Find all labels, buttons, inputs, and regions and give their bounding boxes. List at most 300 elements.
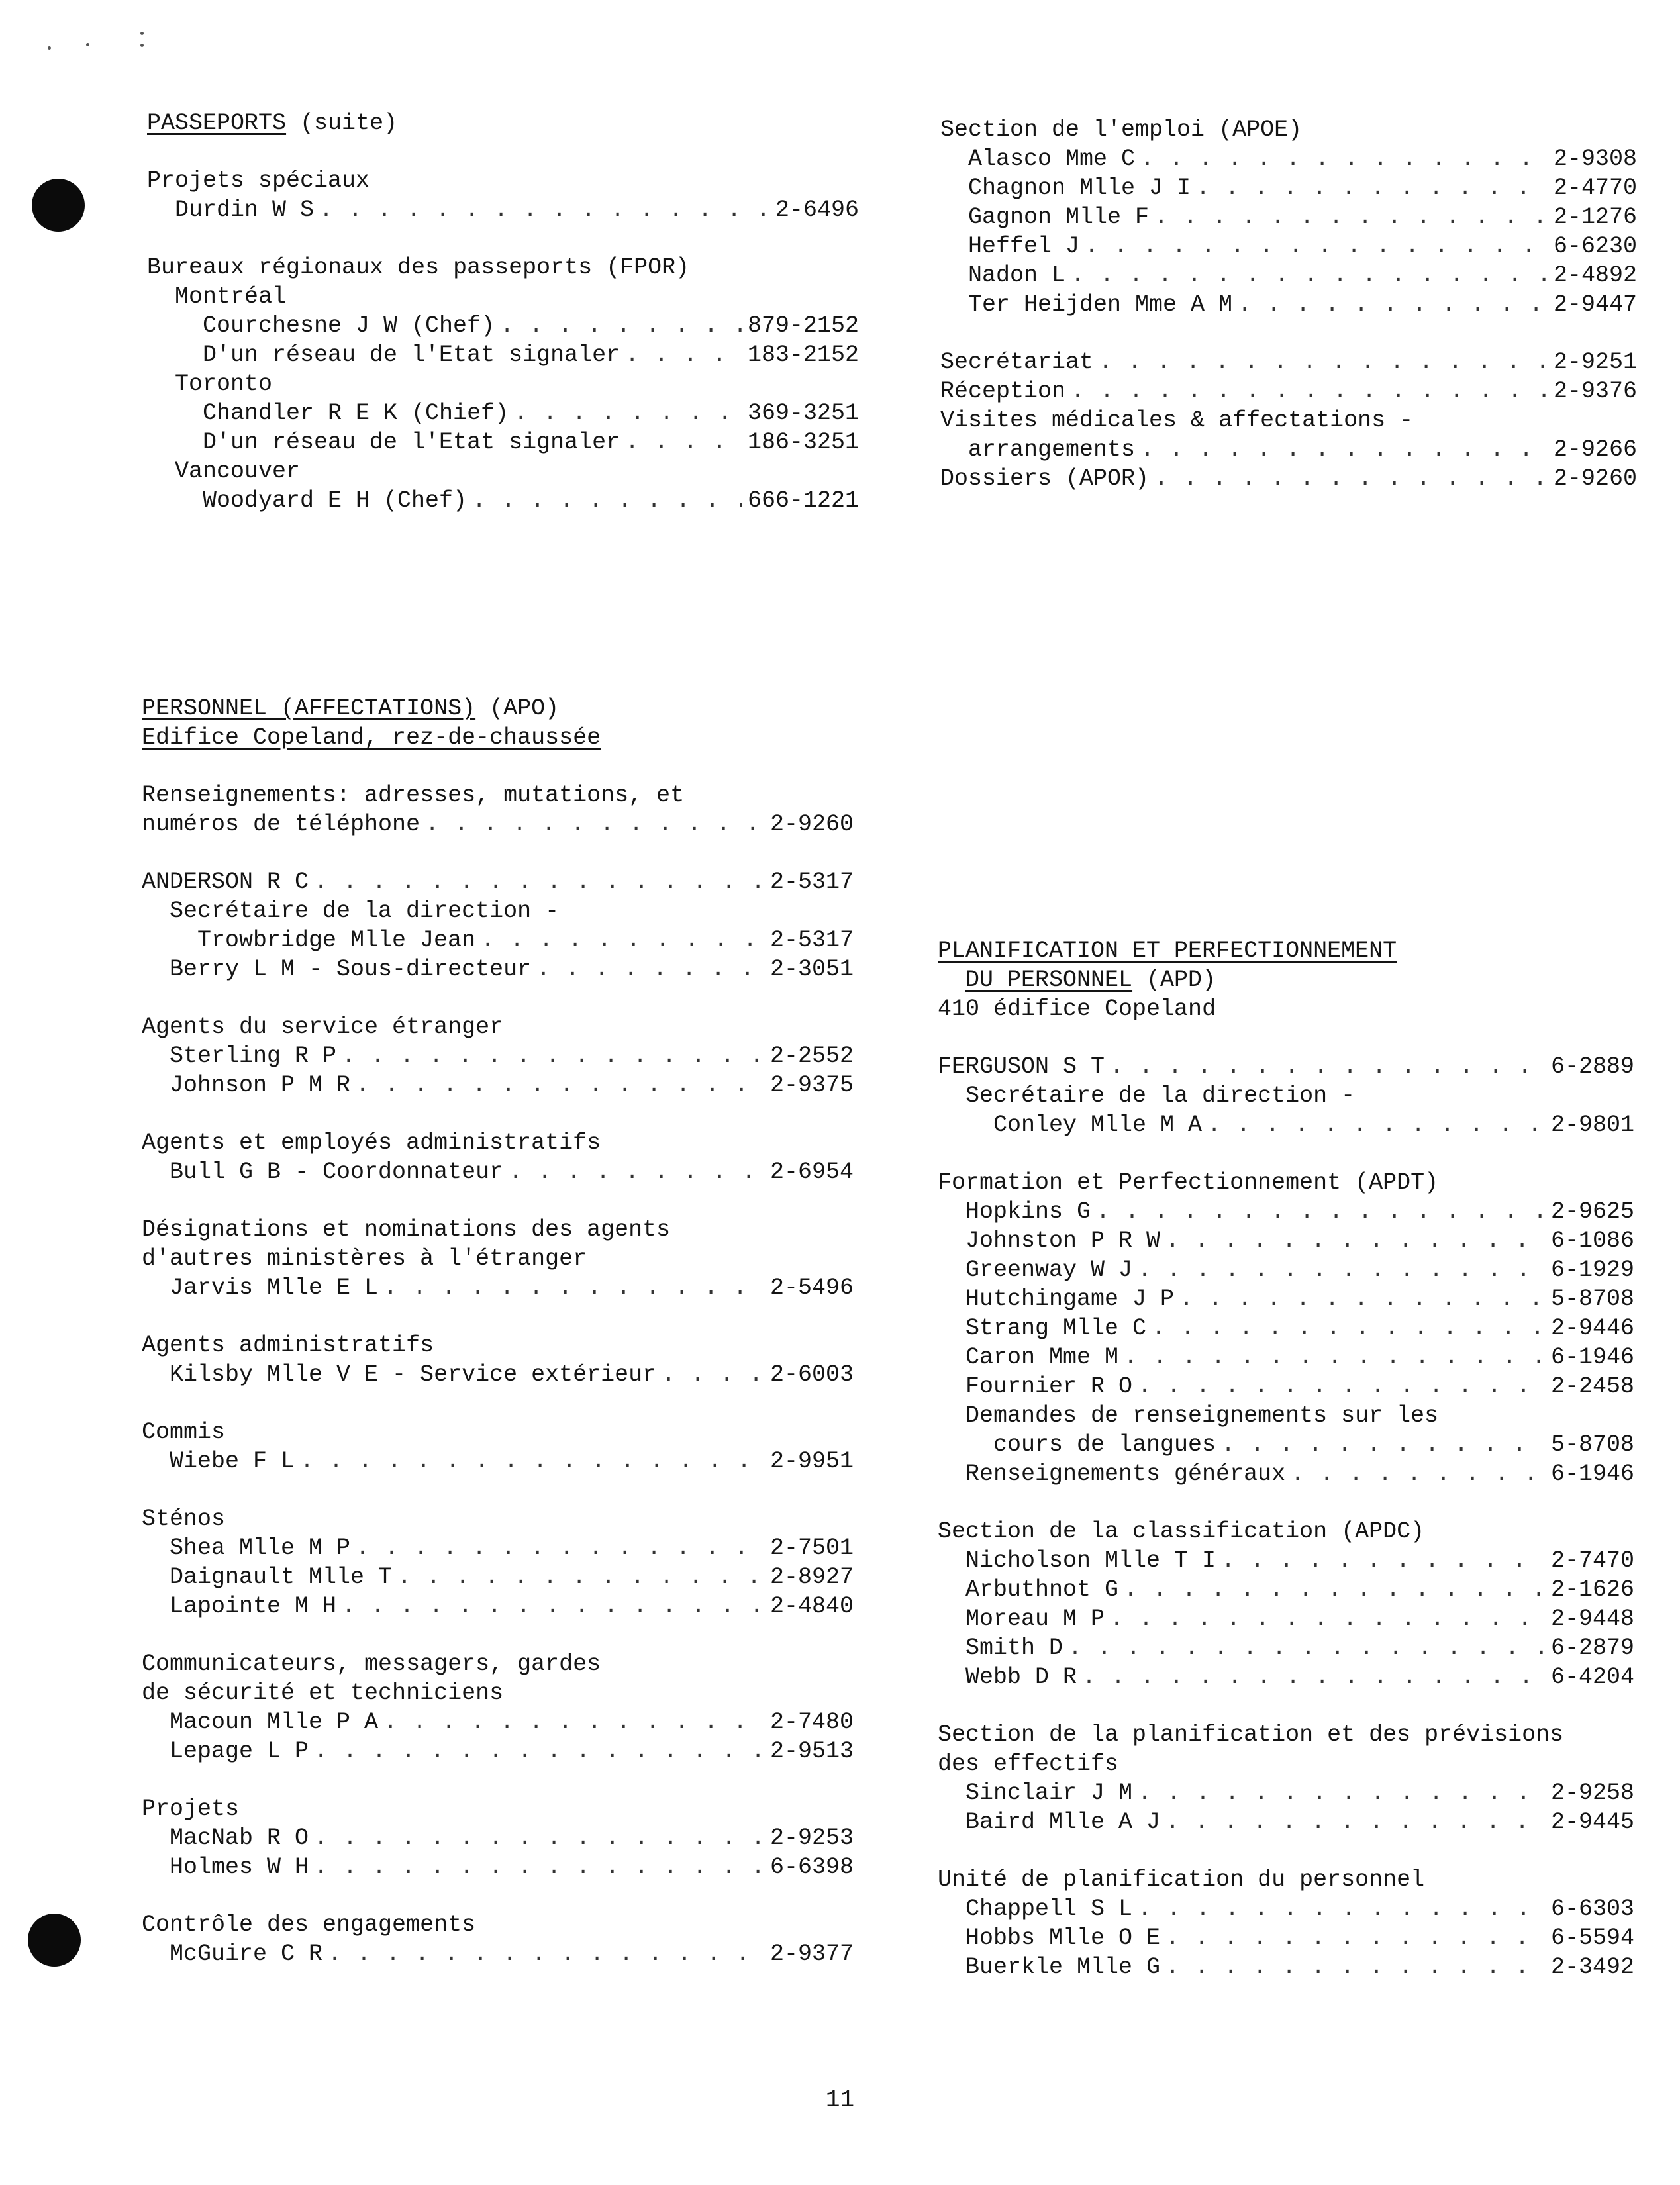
- entry-name: Wiebe F L: [170, 1448, 295, 1475]
- phone-number: 2-6496: [775, 197, 859, 223]
- directory-entry: [142, 1708, 854, 1737]
- entry-name: Chandler R E K (Chief): [203, 400, 509, 426]
- leader-dots: [1110, 1604, 1546, 1633]
- category-label-text: Agents administratifs: [142, 1332, 434, 1359]
- phone-number: 2-7501: [769, 1535, 854, 1561]
- directory-entry: [142, 1157, 854, 1187]
- directory-entry: [142, 1071, 854, 1100]
- directory-entry: [142, 1533, 854, 1563]
- directory-entry: [142, 810, 854, 839]
- phone-number: 2-9513: [769, 1738, 854, 1765]
- leader-dots: [1152, 1314, 1546, 1343]
- category-label: [142, 1910, 854, 1939]
- entry-name: Conley Mlle M A: [993, 1112, 1203, 1138]
- category-label: [938, 1749, 1634, 1778]
- entry-name: Alasco Mme C: [968, 146, 1136, 172]
- phone-number: 2-7480: [769, 1709, 854, 1735]
- phone-number: 6-6303: [1550, 1896, 1634, 1922]
- entry-name: Bull G B - Coordonnateur: [170, 1159, 504, 1185]
- directory-entry: [938, 1314, 1634, 1343]
- category-label-text: Agents et employés administratifs: [142, 1130, 601, 1156]
- directory-entry: [147, 486, 859, 515]
- entry-name: cours de langues: [993, 1432, 1216, 1458]
- personnel-affectations-section: [142, 694, 854, 1968]
- category-label-text: Projets spéciaux: [147, 168, 370, 194]
- category-label-text: Contrôle des engagements: [142, 1912, 476, 1938]
- directory-entry: [142, 1939, 854, 1968]
- phone-number: 5-8708: [1550, 1432, 1634, 1458]
- phone-number: 2-9625: [1550, 1198, 1634, 1225]
- leader-dots: [1099, 348, 1548, 377]
- directory-entry: [142, 1042, 854, 1071]
- entry-name: Heffel J: [968, 233, 1080, 260]
- entry-name: Daignault Mlle T: [170, 1564, 393, 1590]
- entry-name: Johnson P M R: [170, 1072, 351, 1098]
- category-label: [142, 1678, 854, 1708]
- category-label: [938, 1081, 1634, 1110]
- directory-entry: [940, 377, 1637, 406]
- directory-entry: [940, 232, 1637, 261]
- category-label-text: Visites médicales & affectations -: [940, 407, 1414, 434]
- directory-entry: [147, 399, 859, 428]
- entry-name: Dossiers (APOR): [940, 465, 1150, 492]
- leader-dots: [514, 399, 742, 428]
- phone-number: 183-2152: [747, 342, 859, 368]
- entry-name: ANDERSON R C: [142, 869, 309, 895]
- category-label-text: d'autres ministères à l'étranger: [142, 1245, 587, 1272]
- leader-dots: [1154, 464, 1548, 493]
- phone-number: 2-9266: [1553, 436, 1637, 463]
- phone-number: 2-9377: [769, 1941, 854, 1967]
- entry-name: Sinclair J M: [965, 1780, 1133, 1806]
- entry-name: Lapointe M H: [170, 1593, 337, 1620]
- entry-name: Réception: [940, 378, 1066, 405]
- phone-number: 2-2458: [1550, 1373, 1634, 1400]
- entry-name: Smith D: [965, 1635, 1063, 1661]
- phone-number: 5-8708: [1550, 1286, 1634, 1312]
- directory-entry: [142, 1823, 854, 1853]
- category-label-text: Edifice Copeland, rez-de-chaussée: [142, 724, 601, 751]
- leader-dots: [1221, 1546, 1546, 1575]
- section-title-suffix: (APO): [475, 695, 560, 722]
- category-label-text: Secrétaire de la direction -: [965, 1083, 1356, 1109]
- leader-dots: [1140, 144, 1548, 173]
- phone-number: 6-1929: [1550, 1257, 1634, 1283]
- spacer: [142, 1882, 854, 1910]
- directory-entry: [147, 428, 859, 457]
- punch-hole-bottom: [28, 1914, 81, 1966]
- entry-name: Jarvis Mlle E L: [170, 1275, 379, 1301]
- directory-entry: [940, 435, 1637, 464]
- entry-name: Shea Mlle M P: [170, 1535, 351, 1561]
- planification-perfectionnement-section: [938, 936, 1634, 1982]
- phone-number: 2-9375: [769, 1072, 854, 1098]
- category-label: [142, 1794, 854, 1823]
- entry-name: McGuire C R: [170, 1941, 323, 1967]
- entry-name: Renseignements généraux: [965, 1461, 1286, 1487]
- leader-dots: [662, 1360, 765, 1389]
- scan-speck: [140, 32, 144, 35]
- entry-name: Fournier R O: [965, 1373, 1133, 1400]
- leader-dots: [314, 1853, 765, 1882]
- leader-dots: [536, 955, 765, 984]
- category-label-text: Vancouver: [175, 458, 301, 485]
- directory-entry: [142, 1592, 854, 1621]
- directory-entry: [938, 1633, 1634, 1663]
- spacer: [142, 1389, 854, 1418]
- phone-number: 2-3492: [1550, 1954, 1634, 1980]
- directory-entry: [940, 464, 1637, 493]
- directory-entry: [142, 926, 854, 955]
- leader-dots: [1207, 1110, 1546, 1140]
- scan-speck: [140, 44, 144, 47]
- leader-dots: [397, 1563, 765, 1592]
- entry-name: Lepage L P: [170, 1738, 309, 1765]
- section-title: [142, 694, 854, 723]
- directory-entry: [938, 1604, 1634, 1633]
- directory-entry: [940, 144, 1637, 173]
- section-title-text: PASSEPORTS: [147, 110, 287, 136]
- entry-name: Trowbridge Mlle Jean: [197, 927, 476, 953]
- category-label: [938, 1401, 1634, 1430]
- leader-dots: [383, 1273, 765, 1302]
- phone-number: 2-9376: [1553, 378, 1637, 405]
- category-label-text: des effectifs: [938, 1751, 1119, 1777]
- category-label: [142, 1128, 854, 1157]
- leader-dots: [1140, 435, 1548, 464]
- leader-dots: [472, 486, 742, 515]
- phone-number: 2-1626: [1550, 1577, 1634, 1603]
- phone-number: 6-4204: [1550, 1664, 1634, 1690]
- category-label: [147, 253, 859, 282]
- category-label-text: Montréal: [175, 283, 287, 310]
- leader-dots: [1138, 1778, 1546, 1808]
- phone-number: 2-9253: [769, 1825, 854, 1851]
- category-label: [938, 1720, 1634, 1749]
- leader-dots: [1196, 173, 1548, 203]
- directory-entry: [142, 1737, 854, 1766]
- phone-number: 6-2889: [1550, 1053, 1634, 1080]
- directory-entry: [147, 340, 859, 369]
- leader-dots: [509, 1157, 765, 1187]
- leader-dots: [1068, 1633, 1546, 1663]
- entry-name: Ter Heijden Mme A M: [968, 291, 1233, 318]
- phone-number: 2-5496: [769, 1275, 854, 1301]
- phone-number: 2-9258: [1550, 1780, 1634, 1806]
- leader-dots: [1179, 1285, 1546, 1314]
- directory-entry: [938, 1953, 1634, 1982]
- entry-name: Webb D R: [965, 1664, 1077, 1690]
- leader-dots: [1085, 232, 1548, 261]
- phone-number: 6-6398: [769, 1854, 854, 1880]
- category-label: [147, 369, 859, 399]
- category-label-text: Unité de planification du personnel: [938, 1867, 1425, 1893]
- phone-number: 2-9951: [769, 1448, 854, 1475]
- category-label-text: Sténos: [142, 1506, 226, 1532]
- entry-name: D'un réseau de l'Etat signaler: [203, 429, 620, 456]
- section-title-suffix: (APD): [1132, 967, 1216, 993]
- phone-number: 2-9251: [1553, 349, 1637, 375]
- entry-name: Kilsby Mlle V E - Service extérieur: [170, 1361, 657, 1388]
- category-label-text: 410 édifice Copeland: [938, 996, 1216, 1022]
- category-label-text: Formation et Perfectionnement (APDT): [938, 1169, 1439, 1196]
- section-title-text: DU PERSONNEL: [965, 967, 1133, 993]
- phone-number: 2-9801: [1550, 1112, 1634, 1138]
- directory-entry: [938, 1052, 1634, 1081]
- directory-entry: [938, 1575, 1634, 1604]
- leader-dots: [1096, 1197, 1546, 1226]
- category-label: [142, 1244, 854, 1273]
- leader-dots: [1221, 1430, 1546, 1459]
- category-label: [142, 1649, 854, 1678]
- phone-number: 6-2879: [1550, 1635, 1634, 1661]
- spacer: [938, 1024, 1634, 1052]
- category-label: [938, 1517, 1634, 1546]
- category-label: [940, 115, 1637, 144]
- category-label: [938, 995, 1634, 1024]
- section-title-suffix: (suite): [286, 110, 398, 136]
- leader-dots: [625, 428, 742, 457]
- entry-name: Nicholson Mlle T I: [965, 1547, 1216, 1574]
- directory-entry: [940, 261, 1637, 290]
- category-label: [142, 1215, 854, 1244]
- entry-name: D'un réseau de l'Etat signaler: [203, 342, 620, 368]
- leader-dots: [314, 867, 765, 897]
- leader-dots: [625, 340, 742, 369]
- entry-name: Hobbs Mlle O E: [965, 1925, 1161, 1951]
- entry-name: Arbuthnot G: [965, 1577, 1119, 1603]
- spacer: [147, 224, 859, 253]
- leader-dots: [1110, 1052, 1546, 1081]
- phone-number: 2-8927: [769, 1564, 854, 1590]
- entry-name: Berry L M - Sous-directeur: [170, 956, 532, 983]
- phone-number: 666-1221: [747, 487, 859, 514]
- spacer: [142, 1621, 854, 1649]
- leader-dots: [356, 1533, 765, 1563]
- phone-number: 2-4770: [1553, 175, 1637, 201]
- phone-number: 2-3051: [769, 956, 854, 983]
- spacer: [142, 1302, 854, 1331]
- leader-dots: [342, 1042, 765, 1071]
- leader-dots: [1165, 1953, 1546, 1982]
- directory-entry: [938, 1778, 1634, 1808]
- entry-name: Durdin W S: [175, 197, 315, 223]
- leader-dots: [1124, 1575, 1546, 1604]
- directory-entry: [142, 1273, 854, 1302]
- phone-number: 2-4892: [1553, 262, 1637, 289]
- leader-dots: [300, 1447, 765, 1476]
- entry-name: Chappell S L: [965, 1896, 1133, 1922]
- category-label: [147, 457, 859, 486]
- directory-entry: [938, 1226, 1634, 1255]
- phone-number: 6-6230: [1553, 233, 1637, 260]
- directory-entry: [940, 348, 1637, 377]
- phone-number: 2-9447: [1553, 291, 1637, 318]
- leader-dots: [1154, 203, 1548, 232]
- leader-dots: [1165, 1226, 1546, 1255]
- leader-dots: [319, 195, 770, 224]
- category-label-text: Commis: [142, 1419, 226, 1445]
- phone-number: 2-6003: [769, 1361, 854, 1388]
- leader-dots: [1071, 261, 1548, 290]
- spacer: [938, 1692, 1634, 1720]
- phone-number: 879-2152: [747, 313, 859, 339]
- directory-entry: [142, 1360, 854, 1389]
- leader-dots: [425, 810, 765, 839]
- section-title-text: PERSONNEL (AFFECTATIONS): [142, 695, 476, 722]
- phone-number: 2-5317: [769, 927, 854, 953]
- directory-entry: [940, 203, 1637, 232]
- entry-name: FERGUSON S T: [938, 1053, 1105, 1080]
- category-label: [938, 1865, 1634, 1894]
- directory-entry: [938, 1663, 1634, 1692]
- entry-name: Baird Mlle A J: [965, 1809, 1161, 1835]
- entry-name: Secrétariat: [940, 349, 1094, 375]
- category-label-text: Secrétaire de la direction -: [170, 898, 560, 924]
- spacer: [142, 752, 854, 781]
- directory-entry: [938, 1546, 1634, 1575]
- spacer: [142, 1187, 854, 1215]
- directory-entry: [142, 1563, 854, 1592]
- leader-dots: [1071, 377, 1548, 406]
- entry-name: Macoun Mlle P A: [170, 1709, 379, 1735]
- leader-dots: [342, 1592, 765, 1621]
- category-label: [938, 1168, 1634, 1197]
- spacer: [142, 839, 854, 867]
- entry-name: Strang Mlle C: [965, 1315, 1147, 1341]
- category-label-text: Toronto: [175, 371, 273, 397]
- directory-entry: [147, 195, 859, 224]
- section-title: [147, 109, 859, 138]
- category-label: [142, 897, 854, 926]
- category-label: [142, 781, 854, 810]
- entry-name: Buerkle Mlle G: [965, 1954, 1161, 1980]
- punch-hole-top: [32, 179, 85, 232]
- phone-number: 2-9260: [769, 811, 854, 838]
- category-label: [940, 406, 1637, 435]
- directory-entry: [147, 311, 859, 340]
- entry-name: arrangements: [968, 436, 1136, 463]
- directory-entry: [938, 1343, 1634, 1372]
- category-label-text: Bureaux régionaux des passeports (FPOR): [147, 254, 690, 281]
- leader-dots: [1238, 290, 1548, 319]
- leader-dots: [314, 1737, 765, 1766]
- directory-entry: [938, 1372, 1634, 1401]
- entry-name: Greenway W J: [965, 1257, 1133, 1283]
- category-label-text: Demandes de renseignements sur les: [965, 1402, 1439, 1429]
- entry-name: Hutchingame J P: [965, 1286, 1175, 1312]
- page-number: 11: [825, 2086, 855, 2113]
- entry-name: Gagnon Mlle F: [968, 204, 1150, 230]
- spacer: [142, 1476, 854, 1504]
- leader-dots: [1138, 1372, 1546, 1401]
- directory-entry: [940, 290, 1637, 319]
- phone-number: 2-4840: [769, 1593, 854, 1620]
- phone-number: 2-5317: [769, 869, 854, 895]
- phone-number: 6-5594: [1550, 1925, 1634, 1951]
- leader-dots: [1165, 1808, 1546, 1837]
- entry-name: Sterling R P: [170, 1043, 337, 1069]
- category-label: [142, 1504, 854, 1533]
- leader-dots: [328, 1939, 765, 1968]
- directory-entry: [938, 1255, 1634, 1285]
- section-title: [938, 965, 1634, 995]
- phone-number: 6-1086: [1550, 1228, 1634, 1254]
- leader-dots: [314, 1823, 765, 1853]
- category-label-text: Section de l'emploi (APOE): [940, 117, 1303, 143]
- spacer: [940, 319, 1637, 348]
- phone-number: 186-3251: [747, 429, 859, 456]
- spacer: [142, 1766, 854, 1794]
- entry-name: Courchesne J W (Chef): [203, 313, 495, 339]
- directory-entry: [142, 1853, 854, 1882]
- directory-entry: [938, 1459, 1634, 1488]
- leader-dots: [1165, 1923, 1546, 1953]
- directory-entry: [938, 1923, 1634, 1953]
- directory-entry: [938, 1430, 1634, 1459]
- leader-dots: [1082, 1663, 1546, 1692]
- phone-number: 2-9446: [1550, 1315, 1634, 1341]
- entry-name: Nadon L: [968, 262, 1066, 289]
- directory-entry: [142, 1447, 854, 1476]
- entry-name: Johnston P R W: [965, 1228, 1161, 1254]
- scan-speck: [86, 43, 89, 46]
- directory-entry: [142, 867, 854, 897]
- section-title: [938, 936, 1634, 965]
- spacer: [142, 1100, 854, 1128]
- phone-number: 2-9260: [1553, 465, 1637, 492]
- leader-dots: [481, 926, 765, 955]
- entry-name: MacNab R O: [170, 1825, 309, 1851]
- spacer: [147, 138, 859, 166]
- section-emploi: [940, 115, 1637, 493]
- entry-name: Holmes W H: [170, 1854, 309, 1880]
- phone-number: 2-9448: [1550, 1606, 1634, 1632]
- entry-name: Chagnon Mlle J I: [968, 175, 1191, 201]
- phone-number: 2-9308: [1553, 146, 1637, 172]
- leader-dots: [356, 1071, 765, 1100]
- spacer: [938, 1488, 1634, 1517]
- category-label: [147, 166, 859, 195]
- entry-name: Moreau M P: [965, 1606, 1105, 1632]
- directory-entry: [938, 1110, 1634, 1140]
- category-label: [142, 1012, 854, 1042]
- leader-dots: [1124, 1343, 1546, 1372]
- category-label-text: de sécurité et techniciens: [142, 1680, 504, 1706]
- category-label-text: Section de la planification et des prévisions: [938, 1722, 1564, 1748]
- category-label-text: Agents du service étranger: [142, 1014, 504, 1040]
- leader-dots: [1291, 1459, 1546, 1488]
- spacer: [142, 984, 854, 1012]
- phone-number: 6-1946: [1550, 1344, 1634, 1371]
- category-label-text: Section de la classification (APDC): [938, 1518, 1425, 1545]
- directory-entry: [938, 1197, 1634, 1226]
- entry-name: Hopkins G: [965, 1198, 1091, 1225]
- category-label-text: Projets: [142, 1796, 240, 1822]
- entry-name: numéros de téléphone: [142, 811, 420, 838]
- leader-dots: [383, 1708, 765, 1737]
- spacer: [938, 1837, 1634, 1865]
- category-label-text: Renseignements: adresses, mutations, et: [142, 782, 685, 808]
- category-label-text: Communicateurs, messagers, gardes: [142, 1651, 601, 1677]
- leader-dots: [1138, 1255, 1546, 1285]
- scan-speck: [48, 46, 51, 50]
- phone-number: 2-2552: [769, 1043, 854, 1069]
- passeports-section: [147, 109, 859, 515]
- phone-number: 2-1276: [1553, 204, 1637, 230]
- directory-entry: [938, 1894, 1634, 1923]
- leader-dots: [500, 311, 742, 340]
